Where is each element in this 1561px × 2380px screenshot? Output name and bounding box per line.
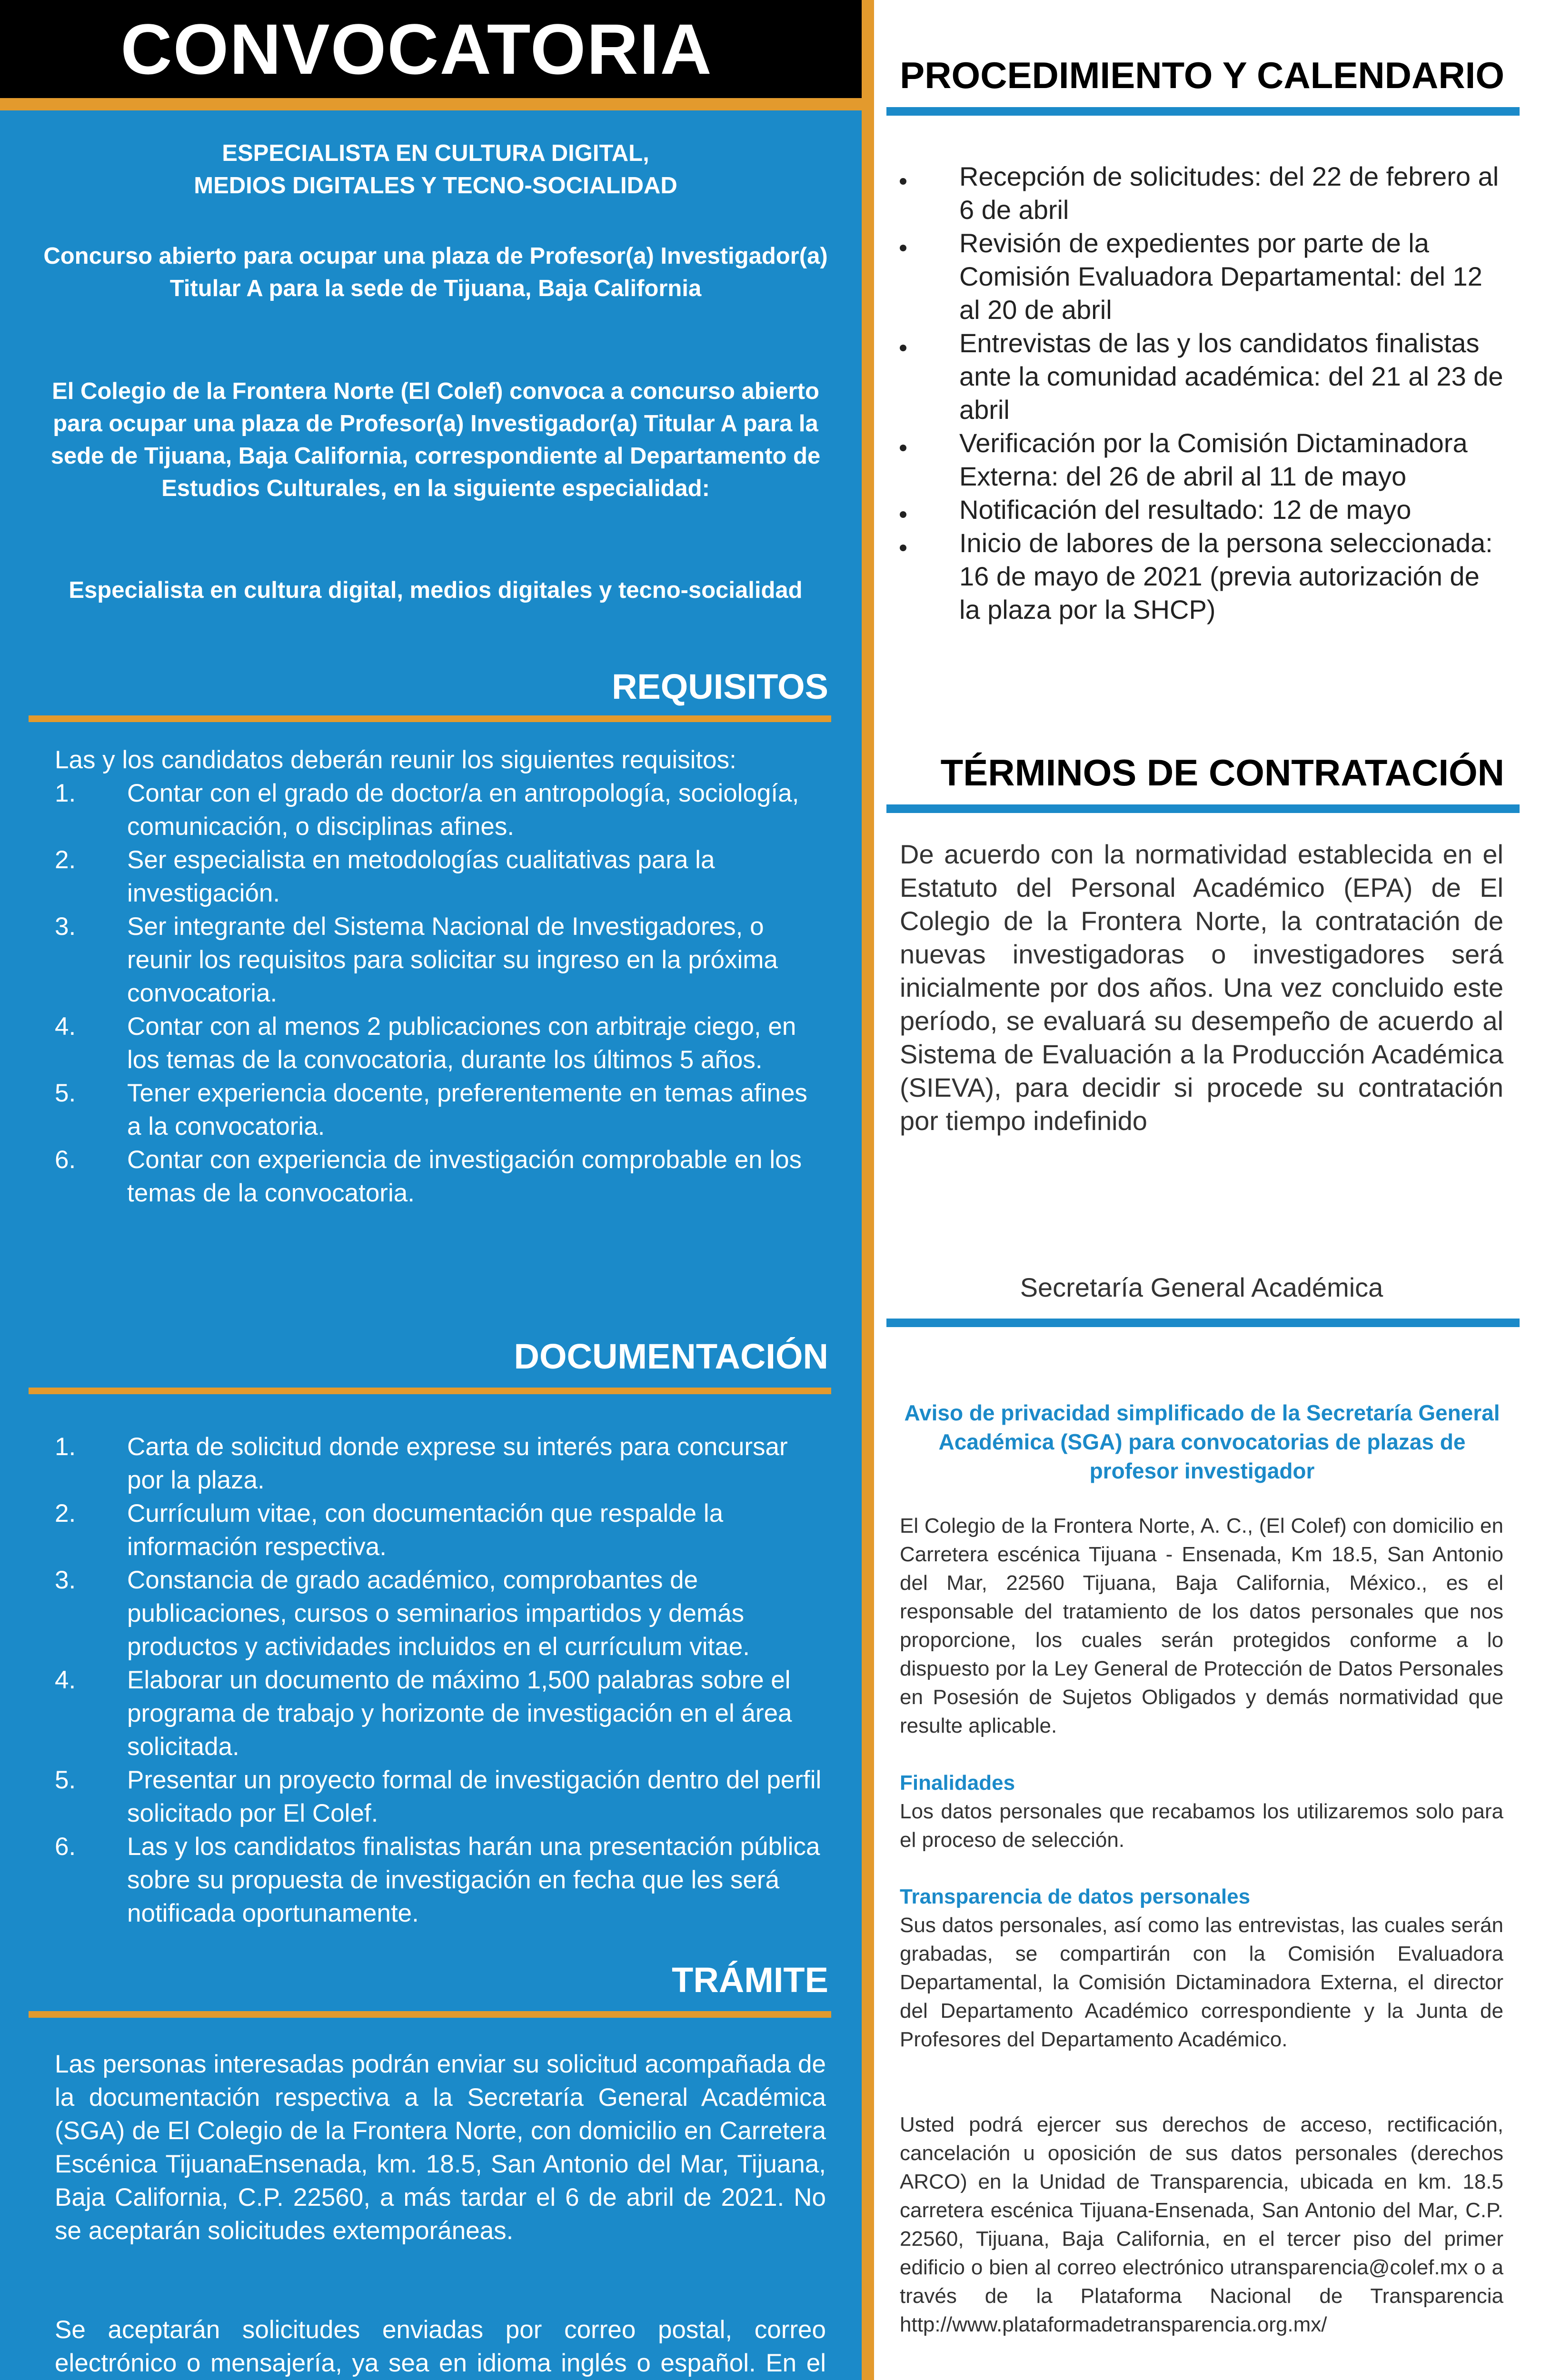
list-item <box>900 493 1504 526</box>
finalidades-text: Los datos personales que recabamos los utilizaremos solo para el proceso de selección. <box>900 1800 1503 1852</box>
aviso-rule <box>886 1319 1520 1327</box>
list-item-text: Inicio de labores de la persona seleccionada: 16 de mayo de 2021 (previa autorización de la plaza por la SHCP) <box>959 528 1493 625</box>
list-item-text: Entrevistas de las y los candidatos finalistas ante la comunidad académica: del 21 al 23 de abril <box>959 328 1503 425</box>
terminos-rule <box>886 804 1520 813</box>
list-item <box>55 1564 826 1664</box>
bullet-icon <box>900 511 906 518</box>
list-item <box>55 1010 826 1077</box>
terminos-signature: Secretaría General Académica <box>1020 1272 1383 1302</box>
bullet-icon <box>900 178 906 185</box>
list-item <box>55 1077 826 1143</box>
documentacion-heading: DOCUMENTACIÓN <box>514 1337 828 1376</box>
list-item-number: 4. <box>55 1666 76 1694</box>
list-item-text: Verificación por la Comisión Dictaminadora Externa: del 26 de abril al 11 de mayo <box>959 428 1468 491</box>
transparencia-text: Sus datos personales, así como las entrevistas, las cuales serán grabadas, se compartirán con la Comisión Evaluadora Departamental, la Comisión Dictaminadora Externa, el director del Departamento Académico correspondiente y la Junta de Profesores del Departamento Académico. <box>900 1914 1503 2051</box>
list-item-text: Contar con al menos 2 publicaciones con arbitraje ciego, en los temas de la convocatoria, durante los últimos 5 años. <box>127 1012 796 1074</box>
bullet-icon <box>900 245 906 251</box>
list-item-text: Revisión de expedientes por parte de la Comisión Evaluadora Departamental: del 12 al 20 de abril <box>959 228 1482 325</box>
list-item <box>900 426 1504 493</box>
list-item-text: Notificación del resultado: 12 de mayo <box>959 495 1412 525</box>
list-item <box>55 1143 826 1210</box>
list-item-text: Tener experiencia docente, preferentemente en temas afines a la convocatoria. <box>127 1079 807 1140</box>
page-title: CONVOCATORIA <box>120 9 713 89</box>
list-item-number: 5. <box>55 1766 76 1794</box>
aviso-heading: Aviso de privacidad simplificado de la Secretaría General Académica (SGA) para convocatorias de plazas de profesor investigador <box>904 1400 1500 1483</box>
list-item-number: 2. <box>55 846 76 874</box>
list-item-number: 3. <box>55 912 76 941</box>
list-item-number: 2. <box>55 1499 76 1527</box>
list-item-text: Constancia de grado académico, comprobantes de publicaciones, cursos o seminarios impartidos y demás productos y actividades incluidos en el currículum vitae. <box>127 1566 750 1661</box>
list-item <box>900 526 1504 626</box>
list-item <box>55 1430 826 1497</box>
list-item <box>55 1497 826 1564</box>
list-item-number: 5. <box>55 1079 76 1107</box>
list-item <box>900 327 1504 426</box>
list-item-text: Las y los candidatos finalistas harán una presentación pública sobre su propuesta de investigación en fecha que les será notificada oportunamente. <box>127 1833 820 1927</box>
list-item <box>55 910 826 1010</box>
intro-subtitle <box>43 137 828 202</box>
list-item <box>55 1830 826 1930</box>
list-item-text: Ser integrante del Sistema Nacional de Investigadores, o reunir los requisitos para solicitar su ingreso en la próxima convocatoria. <box>127 912 778 1007</box>
bullet-icon <box>900 445 906 451</box>
intro-paragraph-3: Especialista en cultura digital, medios digitales y tecno-socialidad <box>69 577 803 603</box>
list-item <box>55 777 826 843</box>
list-item-text: Contar con experiencia de investigación comprobable en los temas de la convocatoria. <box>127 1146 802 1207</box>
list-item-number: 3. <box>55 1566 76 1594</box>
requisitos-rule <box>29 715 831 722</box>
list-item-text: Elaborar un documento de máximo 1,500 palabras sobre el programa de trabajo y horizonte de investigación en el área solicitada. <box>127 1666 792 1761</box>
procedimiento-rule <box>886 107 1520 116</box>
list-item <box>55 1764 826 1830</box>
requisitos-lead: Las y los candidatos deberán reunir los siguientes requisitos: <box>55 746 736 774</box>
list-item-text: Carta de solicitud donde exprese su interés para concursar por la plaza. <box>127 1433 788 1494</box>
list-item <box>55 843 826 910</box>
tramite-rule <box>29 2011 831 2018</box>
list-item-number: 1. <box>55 1433 76 1461</box>
list-item-text: Ser especialista en metodologías cualitativas para la investigación. <box>127 846 715 907</box>
list-item-text: Presentar un proyecto formal de investigación dentro del perfil solicitado por El Colef. <box>127 1766 822 1827</box>
list-item-number: 4. <box>55 1012 76 1041</box>
terminos-text: De acuerdo con la normatividad establecida en el Estatuto del Personal Académico (EPA) de El Colegio de la Frontera Norte, la contratación de nuevas investigadoras o investigadores será inicialmente por dos años. Una vez concluido este período, se evaluará su desempeño de acuerdo al Sistema de Evaluación a la Producción Académica (SIEVA), para decidir si procede su contratación por tiempo indefinido <box>900 839 1503 1136</box>
terminos-heading: TÉRMINOS DE CONTRATACIÓN <box>940 752 1504 793</box>
aviso-paragraph-1: El Colegio de la Frontera Norte, A. C., (El Colef) con domicilio en Carretera escénica Tijuana - Ensenada, Km 18.5, San Antonio del Mar, 22560 Tijuana, Baja California, México., es el responsable del tratamiento de los datos personales que nos proporcione, los cuales serán protegidos conforme a lo dispuesto por la Ley General de Protección de Datos Personales en Posesión de Sujetos Obligados y demás normatividad que resulte aplicable. <box>900 1514 1503 1737</box>
transparencia-heading: Transparencia de datos personales <box>900 1885 1251 1908</box>
bullet-icon <box>900 345 906 351</box>
list-item-number: 6. <box>55 1833 76 1861</box>
documentacion-list <box>55 1430 826 1930</box>
procedimiento-list <box>900 160 1504 626</box>
bullet-icon <box>900 545 906 551</box>
arco-text: Usted podrá ejercer sus derechos de acceso, rectificación, cancelación u oposición de sus datos personales (derechos ARCO) en la Unidad de Transparencia, ubicada en km. 18.5 carretera escénica Tijuana-Ensenada, San Antonio del Mar, C.P. 22560, Tijuana, Baja California, en el tercer piso del primer edificio o bien al correo electrónico utransparencia@colef.mx o a través de la Plataforma Nacional de Transparencia http://www.plataformadetransparencia.org.mx/ <box>900 2113 1503 2336</box>
tramite-paragraph-1: Las personas interesadas podrán enviar su solicitud acompañada de la documentación respectiva a la Secretaría General Académica (SGA) de El Colegio de la Frontera Norte, con domicilio en Carretera Escénica TijuanaEnsenada, km. 18.5, San Antonio del Mar, Tijuana, Baja California, C.P. 22560, a más tardar el 6 de abril de 2021. No se aceptarán solicitudes extemporáneas. <box>55 2050 826 2245</box>
list-item <box>900 227 1504 327</box>
documentacion-rule <box>29 1388 831 1394</box>
intro-subtitle-line1: ESPECIALISTA EN CULTURA DIGITAL, <box>222 140 649 166</box>
intro-paragraph-1: Concurso abierto para ocupar una plaza de Profesor(a) Investigador(a) Titular A para la sede de Tijuana, Baja California <box>43 243 828 301</box>
list-item-text: Contar con el grado de doctor/a en antropología, sociología, comunicación, o disciplinas afines. <box>127 779 799 841</box>
requisitos-heading: REQUISITOS <box>611 667 828 706</box>
tramite-paragraph-2: Se aceptarán solicitudes enviadas por correo postal, correo electrónico o mensajería, ya sea en idioma inglés o español. En el <box>55 2316 826 2377</box>
tramite-heading: TRÁMITE <box>672 1960 828 2000</box>
procedimiento-heading: PROCEDIMIENTO Y CALENDARIO <box>900 54 1504 96</box>
intro-paragraph-2: El Colegio de la Frontera Norte (El Colef) convoca a concurso abierto para ocupar una plaza de Profesor(a) Investigador(a) Titular A para la sede de Tijuana, Baja California, correspondiente al Departamento de Estudios Culturales, en la siguiente especialidad: <box>50 378 821 501</box>
column-divider <box>862 0 874 2380</box>
list-item-text: Currículum vitae, con documentación que respalde la información respectiva. <box>127 1499 724 1561</box>
finalidades-heading: Finalidades <box>900 1771 1015 1795</box>
title-underline <box>0 98 862 110</box>
list-item-number: 1. <box>55 779 76 807</box>
intro-subtitle-line2: MEDIOS DIGITALES Y TECNO-SOCIALIDAD <box>194 173 677 198</box>
list-item <box>900 160 1504 227</box>
list-item-number: 6. <box>55 1146 76 1174</box>
list-item-text: Recepción de solicitudes: del 22 de febrero al 6 de abril <box>959 161 1499 225</box>
requisitos-list <box>55 777 826 1210</box>
list-item <box>55 1664 826 1764</box>
